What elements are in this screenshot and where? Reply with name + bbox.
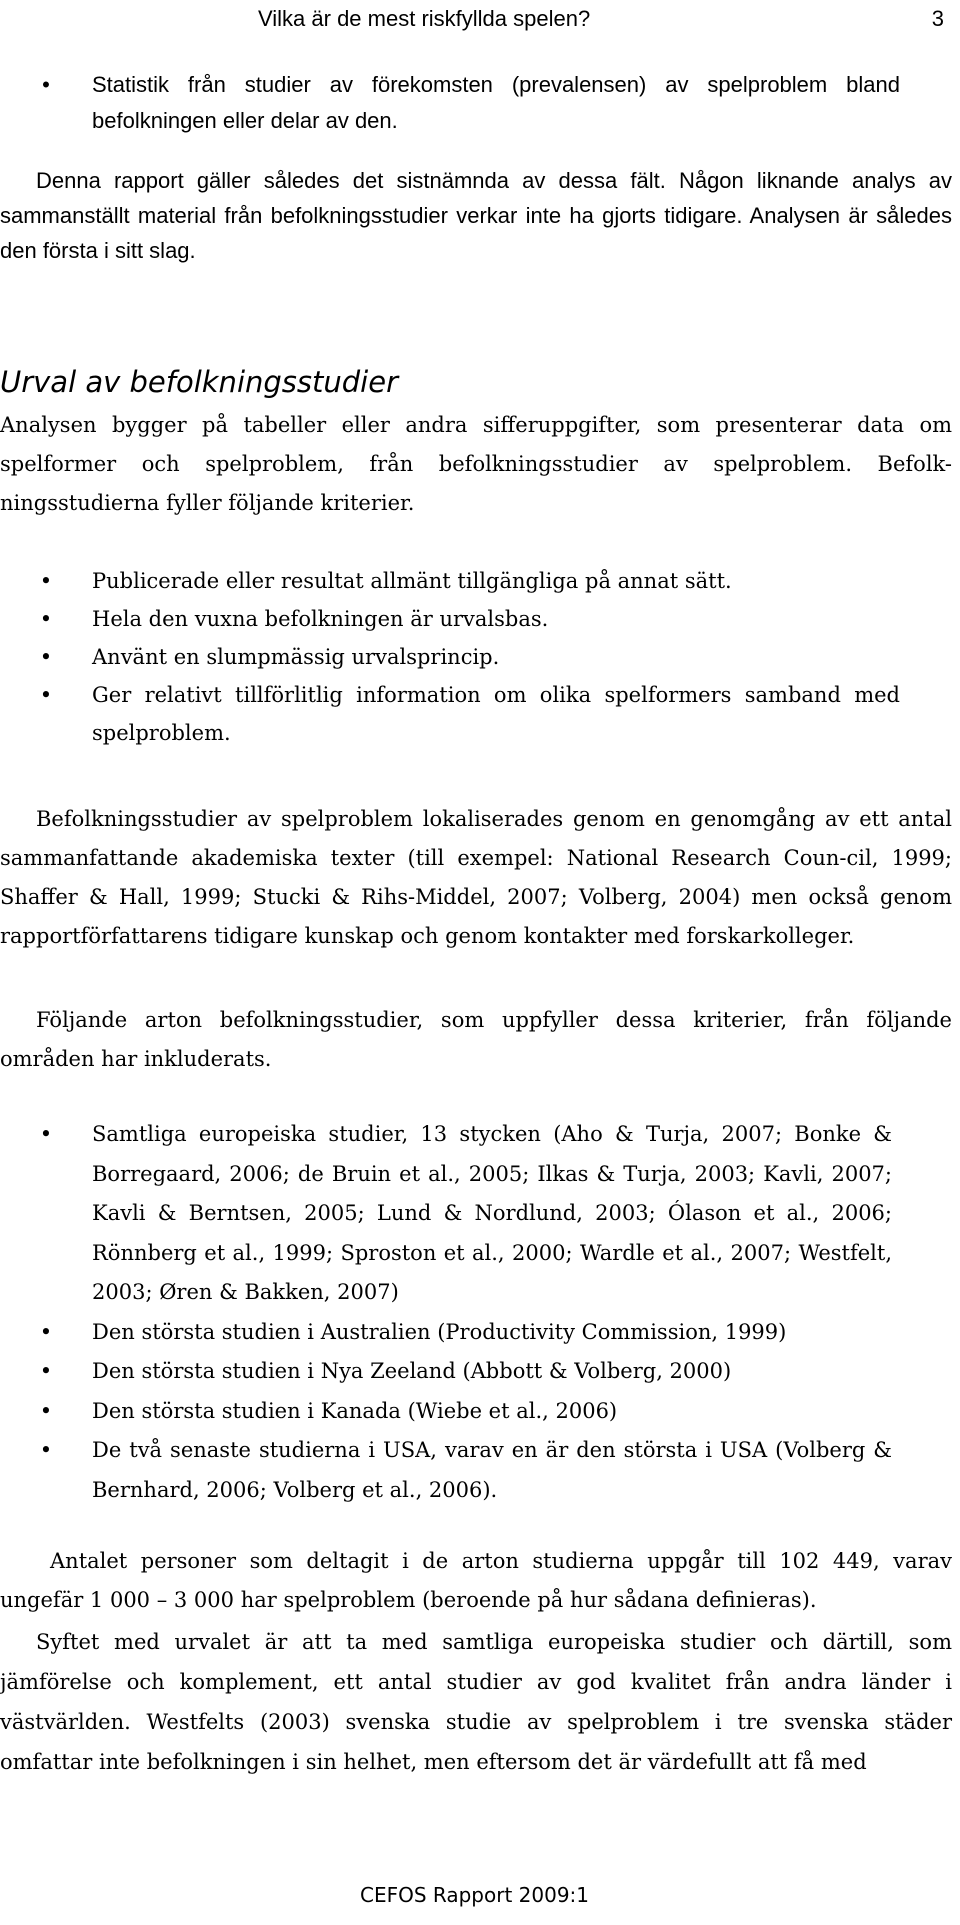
header-title: Vilka är de mest riskfyllda spelen? [258,6,591,31]
paragraph-participants: Antalet personer som deltagit i de arton studierna uppgår till 102 449, varav ungefär 1 000 – 3 000 har spelproblem (beroende på hur sådana definieras). [0,1549,952,1612]
list-item [0,676,960,752]
list-item [0,1115,960,1313]
list-item [0,638,960,676]
bullet-icon: • [39,1319,53,1344]
section-paragraph: Analysen bygger på tabeller eller andra sifferuppgifter, som presenterar data om spelformer och spelproblem, från befolkningsstudier av spelproblem. Befolk-ningsstudierna fyller följande kriterier. [0,413,952,515]
list-item [0,1431,960,1510]
criteria-list [0,562,960,752]
bullet-icon: • [39,607,53,631]
list-item-text: Den största studien i Nya Zeeland (Abbott & Volberg, 2000) [92,1359,732,1383]
list-item [0,1352,960,1392]
page-number: 3 [931,6,944,31]
bullet-icon: • [39,1122,53,1146]
list-item [0,562,960,600]
paragraph-included-studies: Följande arton befolkningsstudier, som uppfyller dessa kriterier, från följande områden har inkluderats. [0,1008,952,1071]
page-footer: CEFOS Rapport 2009:1 [360,1883,590,1907]
section-heading: Urval av befolkningsstudier [0,365,398,399]
list-item [0,67,960,139]
list-item-text: Använt en slumpmässig urvalsprincip. [92,645,500,669]
list-item-text: Hela den vuxna befolkningen är urvalsbas. [92,607,549,631]
bullet-icon: • [39,645,53,669]
bullet-icon: • [42,72,50,97]
bullet-icon: • [39,1359,53,1383]
list-item-text: De två senaste studierna i USA, varav en är den största i USA (Volberg & Bernhard, 2006; Volberg et al., 2006). [92,1438,892,1502]
studies-list [0,1115,960,1510]
paragraph-selection-purpose: Syftet med urvalet är att ta med samtliga europeiska studier och därtill, som jämförelse och komplement, ett antal studier av god kvalitet från andra länder i västvärlden. Westfelts (2003) svenska studie av spelproblem i tre svenska städer omfattar inte befolkningen i sin helhet, men eftersom det är värdefullt att få med [0,1630,952,1774]
list-item-text: Statistik från studier av förekomsten (prevalensen) av spelproblem bland befolkningen eller delar av den. [92,72,900,133]
bullet-icon: • [39,569,53,593]
list-item-text: Den största studien i Australien (Productivity Commission, 1999) [92,1319,787,1344]
list-item-text: Samtliga europeiska studier, 13 stycken (Aho & Turja, 2007; Bonke & Borregaard, 2006; de Bruin et al., 2005; Ilkas & Turja, 2003; Kavli, 2007; Kavli & Berntsen, 2005; Lund & Nordlund, 2003; Ólason et al., 2006; Rönnberg et al., 1999; Sproston et al., 2000; Wardle et al., 2007; Westfelt, 2003; Øren & Bakken, 2007) [92,1122,892,1304]
running-header [0,2,960,36]
intro-list [0,67,960,139]
intro-paragraph: Denna rapport gäller således det sistnämnda av dessa fält. Någon liknande analys av sammanställt material från befolkningsstudier verkar inte ha gjorts tidigare. Analysen är således den första i sitt slag. [0,168,952,263]
list-item [0,1392,960,1432]
bullet-icon: • [39,1398,53,1423]
list-item [0,1313,960,1353]
list-item-text: Ger relativt tillförlitlig information om olika spelformers samband med spelproblem. [92,683,900,745]
paragraph-sources: Befolkningsstudier av spelproblem lokaliserades genom en genomgång av ett antal sammanfattande akademiska texter (till exempel: National Research Coun-cil, 1999; Shaffer & Hall, 1999; Stucki & Rihs-Middel, 2007; Volberg, 2004) men också genom rapportförfattarens tidigare kunskap och genom kontakter med forskarkolleger. [0,807,952,948]
list-item-text: Den största studien i Kanada (Wiebe et al., 2006) [92,1398,618,1423]
list-item-text: Publicerade eller resultat allmänt tillgängliga på annat sätt. [92,569,732,593]
list-item [0,600,960,638]
bullet-icon: • [39,1438,53,1462]
bullet-icon: • [39,683,53,707]
